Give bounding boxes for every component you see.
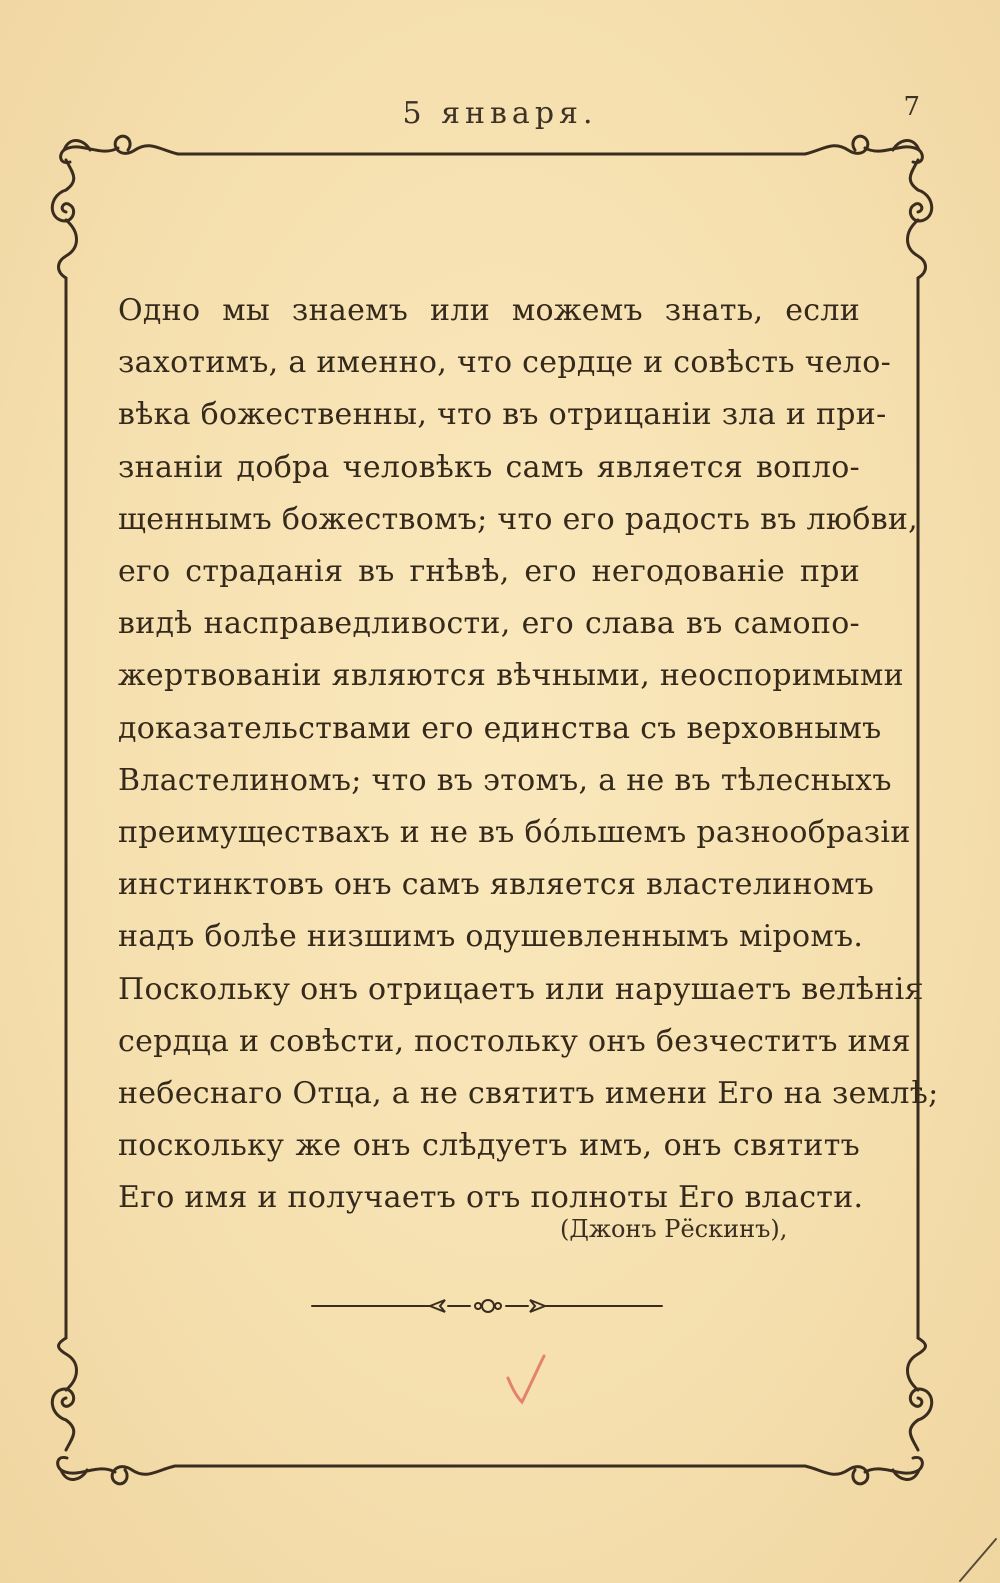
page-header-date: 5 января. [402,96,598,131]
body-line: инстинктовъ онъ самъ является властелиномъ [118,867,875,903]
body-line: доказательствами его единства съ верховнымъ [118,710,882,746]
body-line: щеннымъ божествомъ; что его радость въ любви, [118,501,919,537]
flourish-top-left [52,136,178,278]
body-line: Поскольку онъ отрицаетъ или нарушаетъ велѣнія [118,971,924,1007]
margin-pencil-stroke [940,1533,1000,1583]
flourish-bottom-left [52,1338,175,1484]
body-text [118,285,939,1225]
body-line: видѣ насправедливости, его слава въ самопо- [118,606,860,642]
body-line: Властелиномъ; что въ этомъ, а не въ тѣлесныхъ [118,762,892,798]
body-line: жертвованіи являются вѣчными, неоспоримыми [118,658,904,694]
body-line: вѣка божественны, что въ отрицаніи зла и при- [118,397,887,433]
body-line: знаніи добра человѣкъ самъ является вопло- [118,449,860,485]
body-line: Его имя и получаетъ отъ полноты Его власти. [118,1180,864,1216]
body-line: преимуществахъ и не въ бо́льшемъ разнообразіи [118,815,911,851]
end-ornament [312,1300,662,1312]
body-line: захотимъ, а именно, что сердце и совѣсть чело- [118,345,892,381]
body-line: сердца и совѣсти, постольку онъ безчеститъ имя [118,1023,911,1059]
body-line: поскольку же онъ слѣдуетъ имъ, онъ святитъ [118,1128,860,1164]
checkmark-icon [500,1350,560,1410]
body-line: Одно мы знаемъ или можемъ знать, если [118,293,860,328]
body-line: надъ болѣе низшимъ одушевленнымъ міромъ. [118,919,864,955]
flourish-bottom-right [805,1338,932,1484]
attribution: (Джонъ Рёскинъ), [560,1215,788,1243]
body-line: небеснаго Отца, а не святитъ имени Его на землѣ; [118,1076,939,1112]
body-line: его страданія въ гнѣвѣ, его негодованіе при [118,554,860,590]
flourish-top-right [805,136,932,278]
page-number: 7 [903,92,920,122]
